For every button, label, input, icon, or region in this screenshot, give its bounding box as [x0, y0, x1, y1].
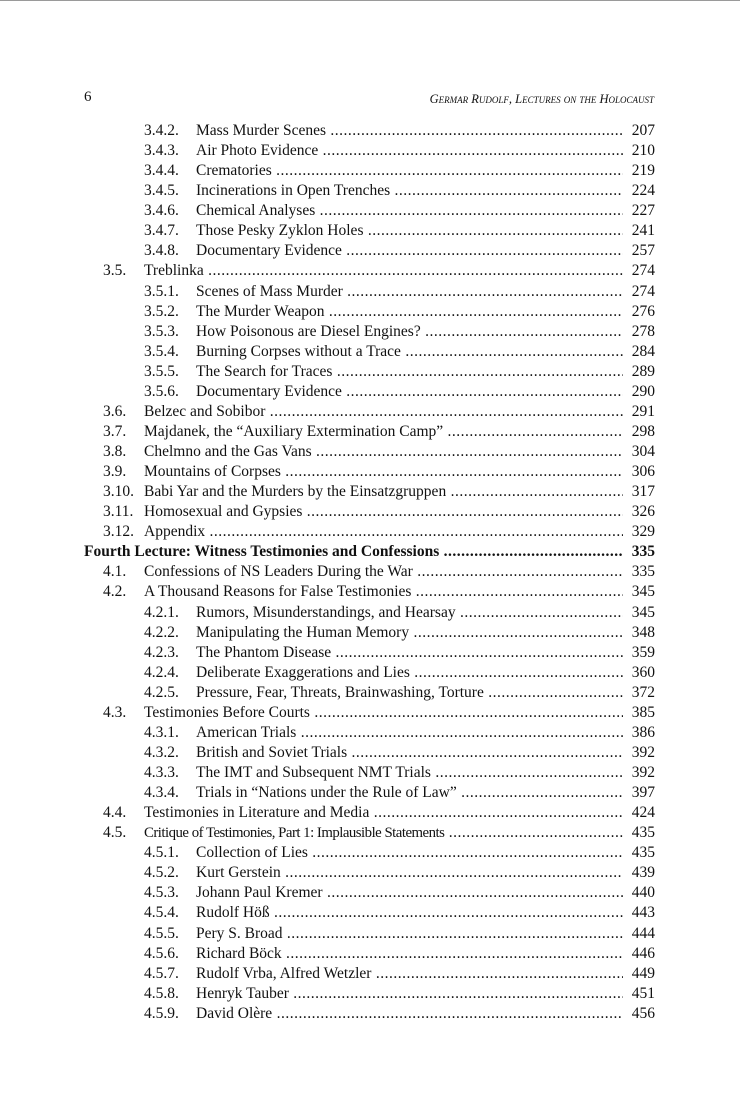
- toc-entry-number: 3.8.: [103, 443, 127, 460]
- toc-entry-title-leader: [196, 362, 623, 382]
- toc-entry-title: Collection of Lies: [196, 844, 308, 862]
- toc-entry-number: 4.5.9.: [144, 1004, 179, 1022]
- toc-entry-title: Scenes of Mass Murder: [196, 282, 343, 300]
- toc-entry-title: Pressure, Fear, Threats, Brainwashing, Torture: [196, 683, 484, 701]
- toc-entry-page: 289: [631, 362, 655, 380]
- toc-entry-title-leader: [144, 422, 623, 442]
- toc-entry-title-leader: [196, 863, 623, 883]
- toc-entry-number: 4.5.5.: [144, 924, 179, 942]
- toc-entry-title-leader: [144, 261, 623, 281]
- toc-entry-title: Testimonies Before Courts: [144, 703, 310, 721]
- toc-entry-title-leader: [196, 924, 623, 944]
- toc-entry-title: Fourth Lecture: Witness Testimonies and Confessions: [84, 543, 440, 561]
- toc-entry-title-leader: [196, 181, 623, 201]
- toc-entry-page: 304: [631, 443, 655, 460]
- toc-entry-title: Testimonies in Literature and Media: [144, 804, 370, 822]
- toc-entry-page: 276: [631, 302, 655, 320]
- toc-entry-title-leader: [196, 944, 623, 964]
- toc-entry-title-leader: [196, 382, 623, 402]
- toc-entry-page: 284: [631, 342, 655, 360]
- toc-entry[interactable]: [84, 562, 655, 582]
- toc-entry-title-leader: [144, 462, 623, 482]
- toc-entry-title: British and Soviet Trials: [196, 743, 348, 761]
- toc-entry-number: 4.4.: [103, 804, 127, 822]
- toc-entry[interactable]: [84, 181, 655, 201]
- toc-entry-page: 329: [631, 523, 655, 541]
- toc-entry-number: 4.3.1.: [144, 723, 179, 741]
- toc-entry-page: 348: [631, 623, 655, 641]
- toc-entry[interactable]: [84, 121, 655, 141]
- toc-entry-number: 3.4.7.: [144, 222, 179, 240]
- toc-entry-title-leader: [196, 322, 623, 342]
- toc-entry-title-leader: [196, 201, 623, 221]
- running-head-text: Germar Rudolf, Lectures on the Holocaust: [429, 92, 654, 106]
- toc-chapter-entry[interactable]: [84, 542, 655, 562]
- toc-entry-title-leader: [196, 783, 623, 803]
- toc-entry[interactable]: [84, 402, 655, 422]
- toc-entry[interactable]: [84, 261, 655, 281]
- toc-entry[interactable]: [84, 823, 655, 843]
- toc-entry[interactable]: [84, 964, 655, 984]
- toc-entry-page: 446: [631, 944, 655, 962]
- toc-entry-title: Confessions of NS Leaders During the War: [144, 563, 413, 581]
- toc-entry-title-leader: [144, 502, 623, 522]
- toc-entry-number: 3.5.1.: [144, 282, 179, 300]
- toc-entry-page: 439: [631, 864, 655, 882]
- toc-entry-title-leader: [196, 603, 623, 623]
- toc-entry[interactable]: [84, 342, 655, 362]
- toc-entry-title: Kurt Gerstein: [196, 864, 281, 882]
- toc-entry[interactable]: [84, 241, 655, 261]
- toc-entry-title: The Search for Traces: [196, 362, 333, 380]
- toc-entry-title: Incinerations in Open Trenches: [196, 182, 391, 200]
- toc-entry[interactable]: [84, 643, 655, 663]
- toc-entry-number: 3.4.3.: [144, 142, 179, 160]
- toc-entry-page: 210: [631, 142, 655, 160]
- toc-entry-number: 3.11.: [103, 503, 134, 521]
- toc-entry-number: 4.3.: [103, 703, 127, 721]
- toc-entry-number: 4.1.: [103, 563, 127, 581]
- toc-entry-title: Documentary Evidence: [196, 382, 342, 400]
- toc-entry[interactable]: [84, 803, 655, 823]
- toc-entry-page: 227: [631, 202, 655, 220]
- toc-entry[interactable]: [84, 422, 655, 442]
- toc-entry-number: 4.3.2.: [144, 743, 179, 761]
- toc-entry-page: 317: [631, 483, 655, 501]
- toc-entry-title: Rudolf Höß: [196, 904, 270, 922]
- toc-entry[interactable]: [84, 201, 655, 221]
- toc-entry[interactable]: [84, 1004, 655, 1024]
- toc-entry-page: 274: [631, 262, 655, 280]
- toc-entry-number: 3.5.3.: [144, 322, 179, 340]
- toc-entry[interactable]: [84, 382, 655, 402]
- toc-entry-title-leader: [144, 803, 623, 823]
- toc-entry[interactable]: [84, 462, 655, 482]
- toc-entry[interactable]: [84, 141, 655, 161]
- toc-entry-page: 290: [631, 382, 655, 400]
- toc-entry-title: Homosexual and Gypsies: [144, 503, 303, 521]
- toc-entry-number: 3.10.: [103, 483, 134, 501]
- toc-entry-title: Rudolf Vrba, Alfred Wetzler: [196, 964, 372, 982]
- toc-entry-title: Appendix: [144, 523, 206, 541]
- toc-entry-page: 449: [631, 964, 655, 982]
- toc-entry-page: 372: [631, 683, 655, 701]
- toc-entry-title: Treblinka: [144, 262, 204, 280]
- toc-entry-title: Majdanek, the “Auxiliary Extermination Camp”: [144, 422, 444, 440]
- toc-entry-title: A Thousand Reasons for False Testimonies: [144, 583, 412, 601]
- toc-entry-title: Mass Murder Scenes: [196, 122, 327, 139]
- toc-entry[interactable]: [84, 482, 655, 502]
- toc-entry-title-leader: [196, 763, 623, 783]
- toc-entry-page: 424: [631, 804, 655, 822]
- toc-entry-title: Those Pesky Zyklon Holes: [196, 222, 364, 240]
- toc-entry-title-leader: [196, 161, 623, 181]
- toc-entry-page: 306: [631, 463, 655, 481]
- toc-entry-number: 4.5.6.: [144, 944, 179, 962]
- toc-entry-number: 4.5.1.: [144, 844, 179, 862]
- toc-entry-page: 435: [631, 824, 655, 842]
- toc-entry-title: Manipulating the Human Memory: [196, 623, 410, 641]
- toc-entry-number: 4.2.5.: [144, 683, 179, 701]
- toc-entry-title: Deliberate Exaggerations and Lies: [196, 663, 410, 681]
- toc-entry[interactable]: [84, 743, 655, 763]
- toc-entry-number: 4.2.2.: [144, 623, 179, 641]
- toc-entry-title-leader: [196, 903, 623, 923]
- running-head: [430, 92, 654, 107]
- toc-entry-title-leader: [196, 843, 623, 863]
- toc-entry-page: 451: [631, 984, 655, 1002]
- toc-entry-title: Critique of Testimonies, Part 1: Implausible Statements: [144, 825, 445, 842]
- toc-entry[interactable]: [84, 522, 655, 542]
- toc-entry-number: 3.6.: [103, 402, 127, 420]
- toc-entry-page: 219: [631, 162, 655, 180]
- toc-entry[interactable]: [84, 603, 655, 623]
- toc-entry-title: The Phantom Disease: [196, 643, 332, 661]
- toc-entry-title: Chelmno and the Gas Vans: [144, 443, 312, 460]
- top-border: [0, 0, 740, 1]
- toc-entry[interactable]: [84, 783, 655, 803]
- toc-entry-title-leader: [196, 984, 623, 1004]
- toc-entry-number: 3.5.2.: [144, 302, 179, 320]
- toc-entry-title: Documentary Evidence: [196, 242, 342, 260]
- toc-entry-number: 4.2.4.: [144, 663, 179, 681]
- toc-entry-page: 443: [631, 904, 655, 922]
- toc-entry-title-leader: [196, 121, 623, 141]
- toc-entry[interactable]: [84, 663, 655, 683]
- toc-entry-number: 3.5.5.: [144, 362, 179, 380]
- toc-entry-title-leader: [144, 442, 623, 462]
- toc-entry-number: 3.7.: [103, 422, 127, 440]
- toc-entry[interactable]: [84, 221, 655, 241]
- toc-entry-title: The IMT and Subsequent NMT Trials: [196, 764, 431, 781]
- toc-entry-title-leader: [196, 883, 623, 903]
- toc-entry-title-leader: [144, 482, 623, 502]
- toc-entry-title-leader: [84, 542, 623, 562]
- toc-entry-title-leader: [196, 623, 623, 643]
- toc-entry-page: 326: [631, 503, 655, 521]
- toc-entry-title: Pery S. Broad: [196, 924, 283, 942]
- toc-entry-number: 4.5.7.: [144, 964, 179, 982]
- toc-entry-title-leader: [144, 522, 623, 542]
- toc-entry[interactable]: [84, 883, 655, 903]
- toc-entry-title: David Olère: [196, 1004, 273, 1022]
- toc-entry-page: 456: [631, 1004, 655, 1022]
- toc-entry-number: 3.4.2.: [144, 122, 179, 139]
- toc-entry[interactable]: [84, 723, 655, 743]
- toc-entry-title-leader: [196, 743, 623, 763]
- toc-entry[interactable]: [84, 944, 655, 964]
- toc-entry-number: 4.5.: [103, 824, 127, 842]
- toc-entry-page: 241: [631, 222, 655, 240]
- toc-entry[interactable]: [84, 442, 655, 462]
- toc-entry-number: 3.4.6.: [144, 202, 179, 220]
- toc-entry-title-leader: [144, 703, 623, 723]
- toc-entry-title: Mountains of Corpses: [144, 463, 281, 481]
- toc-entry-title: Chemical Analyses: [196, 202, 316, 220]
- toc-entry[interactable]: [84, 683, 655, 703]
- toc-entry-title-leader: [196, 683, 623, 703]
- toc-entry[interactable]: [84, 623, 655, 643]
- toc-entry-title-leader: [196, 282, 623, 302]
- toc-entry-page: 335: [631, 543, 655, 561]
- toc-entry-page: 335: [631, 563, 655, 581]
- toc-entry-title-leader: [196, 302, 623, 322]
- toc-entry-title-leader: [144, 582, 623, 602]
- toc-entry-number: 4.3.4.: [144, 784, 179, 802]
- toc-entry-title-leader: [196, 221, 623, 241]
- toc-entry-page: 224: [631, 182, 655, 200]
- toc-entry-number: 3.5.: [103, 262, 127, 280]
- toc-entry-title: Air Photo Evidence: [196, 142, 319, 160]
- toc-entry-number: 4.5.8.: [144, 984, 179, 1002]
- toc-entry-page: 392: [631, 764, 655, 781]
- toc-entry-title-leader: [196, 643, 623, 663]
- toc-entry-title-leader: [196, 342, 623, 362]
- toc-entry-number: 4.5.3.: [144, 884, 179, 902]
- table-of-contents: [84, 121, 655, 1024]
- toc-entry-number: 4.2.3.: [144, 643, 179, 661]
- toc-entry-page: 345: [631, 583, 655, 601]
- toc-entry-page: 298: [631, 422, 655, 440]
- toc-entry-page: 359: [631, 643, 655, 661]
- page-number: 6: [84, 89, 92, 105]
- toc-entry[interactable]: [84, 903, 655, 923]
- toc-entry[interactable]: [84, 362, 655, 382]
- toc-entry-title-leader: [196, 141, 623, 161]
- toc-entry-page: 440: [631, 884, 655, 902]
- toc-entry-title-leader: [144, 823, 623, 843]
- toc-entry-number: 3.5.6.: [144, 382, 179, 400]
- toc-entry[interactable]: [84, 763, 655, 783]
- toc-entry-title: Rumors, Misunderstandings, and Hearsay: [196, 603, 456, 621]
- toc-entry-title-leader: [196, 723, 623, 743]
- toc-entry-number: 3.4.4.: [144, 162, 179, 180]
- toc-entry-page: 360: [631, 663, 655, 681]
- toc-entry-page: 392: [631, 743, 655, 761]
- toc-entry-number: 4.3.3.: [144, 764, 179, 781]
- toc-entry-number: 3.5.4.: [144, 342, 179, 360]
- toc-entry[interactable]: [84, 322, 655, 342]
- toc-entry[interactable]: [84, 924, 655, 944]
- toc-entry-title: Richard Böck: [196, 944, 282, 962]
- toc-entry-number: 3.4.8.: [144, 242, 179, 260]
- toc-entry-title: Trials in “Nations under the Rule of Law”: [196, 784, 457, 802]
- toc-entry-title: How Poisonous are Diesel Engines?: [196, 322, 421, 340]
- toc-entry[interactable]: [84, 863, 655, 883]
- toc-entry-title: Babi Yar and the Murders by the Einsatzgruppen: [144, 483, 447, 501]
- toc-entry-title: The Murder Weapon: [196, 302, 325, 320]
- toc-entry-page: 278: [631, 322, 655, 340]
- toc-entry-number: 3.12.: [103, 523, 134, 541]
- toc-entry-title-leader: [196, 1004, 623, 1024]
- toc-entry-page: 345: [631, 603, 655, 621]
- toc-entry-title-leader: [196, 241, 623, 261]
- toc-entry-number: 4.2.: [103, 583, 127, 601]
- toc-entry-title-leader: [144, 562, 623, 582]
- toc-entry-page: 291: [631, 402, 655, 420]
- toc-entry-page: 385: [631, 703, 655, 721]
- toc-entry-page: 207: [631, 122, 655, 139]
- toc-entry-page: 257: [631, 242, 655, 260]
- toc-entry[interactable]: [84, 502, 655, 522]
- toc-entry-title: Henryk Tauber: [196, 984, 289, 1002]
- toc-entry-number: 4.5.4.: [144, 904, 179, 922]
- toc-entry[interactable]: [84, 703, 655, 723]
- toc-entry-page: 397: [631, 784, 655, 802]
- toc-entry-number: 3.4.5.: [144, 182, 179, 200]
- toc-entry-title: Johann Paul Kremer: [196, 884, 323, 902]
- toc-entry[interactable]: [84, 984, 655, 1004]
- toc-entry-title: Burning Corpses without a Trace: [196, 342, 401, 360]
- toc-entry-page: 274: [631, 282, 655, 300]
- toc-entry-page: 444: [631, 924, 655, 942]
- toc-entry-title-leader: [144, 402, 623, 422]
- toc-entry-title: American Trials: [196, 723, 297, 741]
- toc-entry-title-leader: [196, 663, 623, 683]
- toc-entry-number: 4.5.2.: [144, 864, 179, 882]
- toc-entry-title-leader: [196, 964, 623, 984]
- toc-entry[interactable]: [84, 843, 655, 863]
- toc-entry[interactable]: [84, 161, 655, 181]
- toc-entry[interactable]: [84, 302, 655, 322]
- toc-entry-number: 3.9.: [103, 463, 127, 481]
- toc-entry-title: Crematories: [196, 162, 272, 180]
- toc-entry[interactable]: [84, 282, 655, 302]
- toc-entry-title: Belzec and Sobibor: [144, 402, 266, 420]
- toc-entry[interactable]: [84, 582, 655, 602]
- toc-entry-number: 4.2.1.: [144, 603, 179, 621]
- toc-entry-page: 386: [631, 723, 655, 741]
- toc-entry-page: 435: [631, 844, 655, 862]
